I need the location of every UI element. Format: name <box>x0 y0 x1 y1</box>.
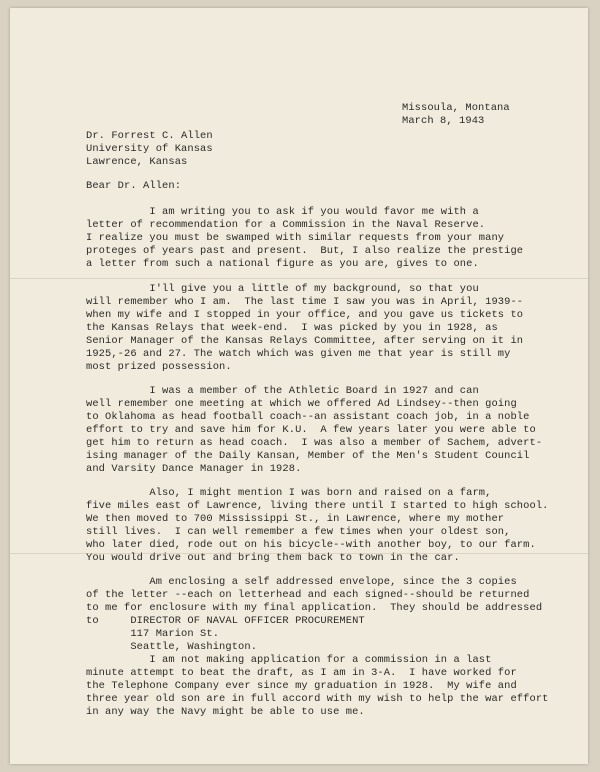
letter-date: March 8, 1943 <box>402 115 485 127</box>
body-line: the Telephone Company ever since my graduation in 1928. My wife and <box>86 680 517 692</box>
address-line: Seattle, Washington. <box>86 641 258 653</box>
body-line: I am writing you to ask if you would favor me with a <box>86 206 479 218</box>
body-line: letter of recommendation for a Commission in the Naval Reserve. <box>86 219 486 231</box>
fold-line <box>10 278 588 279</box>
letter-page <box>10 8 588 764</box>
body-line: effort to try and save him for K.U. A few years later you were able to <box>86 424 536 436</box>
letter-place: Missoula, Montana <box>402 102 510 114</box>
body-line: I'll give you a little of my background, so that you <box>86 283 479 295</box>
body-line: still lives. I can well remember a few times when your oldest son, <box>86 526 511 538</box>
body-line: Senior Manager of the Kansas Relays Committee, after serving on it in <box>86 335 524 347</box>
salutation: Bear Dr. Allen: <box>86 180 182 192</box>
body-line: of the letter --each on letterhead and each signed--should be returned <box>86 589 530 601</box>
body-line: I realize you must be swamped with similar requests from your many <box>86 232 505 244</box>
body-line: Also, I might mention I was born and raised on a farm, <box>86 487 492 499</box>
body-line: proteges of years past and present. But, I also realize the prestige <box>86 245 524 257</box>
body-line: well remember one meeting at which we offered Ad Lindsey--then going <box>86 398 517 410</box>
body-line: I was a member of the Athletic Board in 1927 and can <box>86 385 479 397</box>
body-line: most prized possession. <box>86 361 232 373</box>
body-line: minute attempt to beat the draft, as I am in 3-A. I have worked for <box>86 667 517 679</box>
address-line: 117 Marion St. <box>86 628 220 640</box>
body-line: ising manager of the Daily Kansan, Member of the Men's Student Council <box>86 450 530 462</box>
recipient-line: Lawrence, Kansas <box>86 156 188 168</box>
body-line: Am enclosing a self addressed envelope, since the 3 copies <box>86 576 517 588</box>
body-line: the Kansas Relays that week-end. I was picked by you in 1928, as <box>86 322 498 334</box>
recipient-line: Dr. Forrest C. Allen <box>86 130 213 142</box>
body-line: will remember who I am. The last time I saw you was in April, 1939-- <box>86 296 524 308</box>
body-line: You would drive out and bring them back to town in the car. <box>86 552 460 564</box>
body-line: to me for enclosure with my final application. They should be addressed <box>86 602 543 614</box>
recipient-line: University of Kansas <box>86 143 213 155</box>
address-line: to DIRECTOR OF NAVAL OFFICER PROCUREMENT <box>86 615 365 627</box>
body-line: a letter from such a national figure as you are, gives to one. <box>86 258 479 270</box>
body-line: three year old son are in full accord with my wish to help the war effort <box>86 693 549 705</box>
body-line: I am not making application for a commission in a last <box>86 654 492 666</box>
body-line: who later died, rode out on his bicycle--with another boy, to our farm. <box>86 539 536 551</box>
body-line: 1925,-26 and 27. The watch which was given me that year is still my <box>86 348 511 360</box>
body-line: in any way the Navy might be able to use me. <box>86 706 365 718</box>
body-line: and Varsity Dance Manager in 1928. <box>86 463 302 475</box>
body-line: get him to return as head coach. I was also a member of Sachem, advert- <box>86 437 543 449</box>
body-line: when my wife and I stopped in your office, and you gave us tickets to <box>86 309 524 321</box>
body-line: to Oklahoma as head football coach--an assistant coach job, in a noble <box>86 411 530 423</box>
body-line: We then moved to 700 Mississippi St., in Lawrence, where my mother <box>86 513 505 525</box>
body-line: five miles east of Lawrence, living there until I started to high school. <box>86 500 549 512</box>
